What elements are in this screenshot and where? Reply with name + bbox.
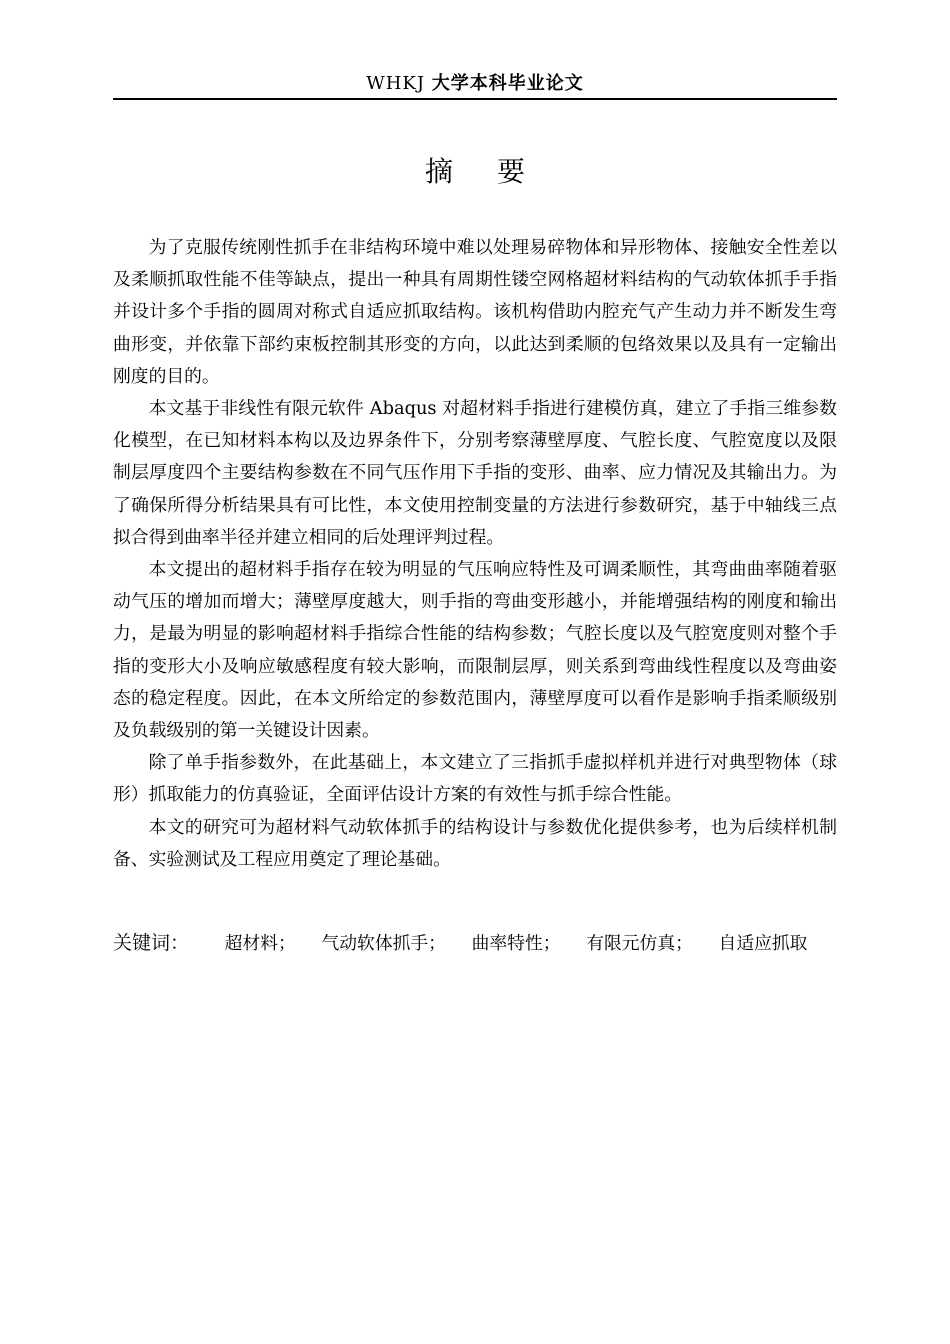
keyword-item: 曲率特性；	[471, 933, 561, 954]
keyword-item: 超材料；	[224, 933, 296, 954]
keywords-line	[113, 927, 837, 960]
keyword-item: 有限元仿真；	[586, 933, 693, 954]
abstract-paragraph-5: 本文的研究可为超材料气动软体抓手的结构设计与参数优化提供参考，也为后续样机制备、实验测试及工程应用奠定了理论基础。	[113, 816, 837, 870]
header-rule	[113, 98, 837, 100]
abstract-title: 摘要	[424, 155, 569, 188]
keywords-label: 关键词：	[113, 932, 190, 954]
running-header	[113, 70, 837, 98]
keyword-item: 自适应抓取	[718, 933, 808, 954]
keyword-item: 气动软体抓手；	[321, 933, 446, 954]
header-prefix: WHKJ	[366, 73, 426, 94]
abstract-paragraph-4: 除了单手指参数外，在此基础上，本文建立了三指抓手虚拟样机并进行对典型物体（球形）抓取能力的仿真验证，全面评估设计方案的有效性与抓手综合性能。	[113, 752, 837, 806]
abstract-paragraph-1: 为了克服传统刚性抓手在非结构环境中难以处理易碎物体和异形物体、接触安全性差以及柔顺抓取性能不佳等缺点，提出一种具有周期性镂空网格超材料结构的气动软体抓手手指并设计多个手指的圆周对称式自适应抓取结构。该机构借助内腔充气产生动力并不断发生弯曲形变，并依靠下部约束板控制其形变的方向，以此达到柔顺的包络效果以及具有一定输出刚度的目的。	[113, 237, 837, 387]
abstract-body	[113, 232, 837, 876]
abstract-paragraph-2: 本文基于非线性有限元软件 Abaqus 对超材料手指进行建模仿真，建立了手指三维参数化模型，在已知材料本构以及边界条件下，分别考察薄壁厚度、气腔长度、气腔宽度以及限制层厚度四个主要结构参数在不同气压作用下手指的变形、曲率、应力情况及其输出力。为了确保所得分析结果具有可比性，本文使用控制变量的方法进行参数研究，基于中轴线三点拟合得到曲率半径并建立相同的后处理评判过程。	[113, 398, 837, 548]
header-title: 大学本科毕业论文	[431, 73, 584, 94]
abstract-paragraph-3: 本文提出的超材料手指存在较为明显的气压响应特性及可调柔顺性，其弯曲曲率随着驱动气压的增加而增大；薄壁厚度越大，则手指的弯曲变形越小，并能增强结构的刚度和输出力，是最为明显的影响超材料手指综合性能的结构参数；气腔长度以及气腔宽度则对整个手指的变形大小及响应敏感程度有较大影响，而限制层厚，则关系到弯曲线性程度以及弯曲姿态的稳定程度。因此，在本文所给定的参数范围内，薄壁厚度可以看作是影响手指柔顺级别及负载级别的第一关键设计因素。	[113, 559, 837, 742]
